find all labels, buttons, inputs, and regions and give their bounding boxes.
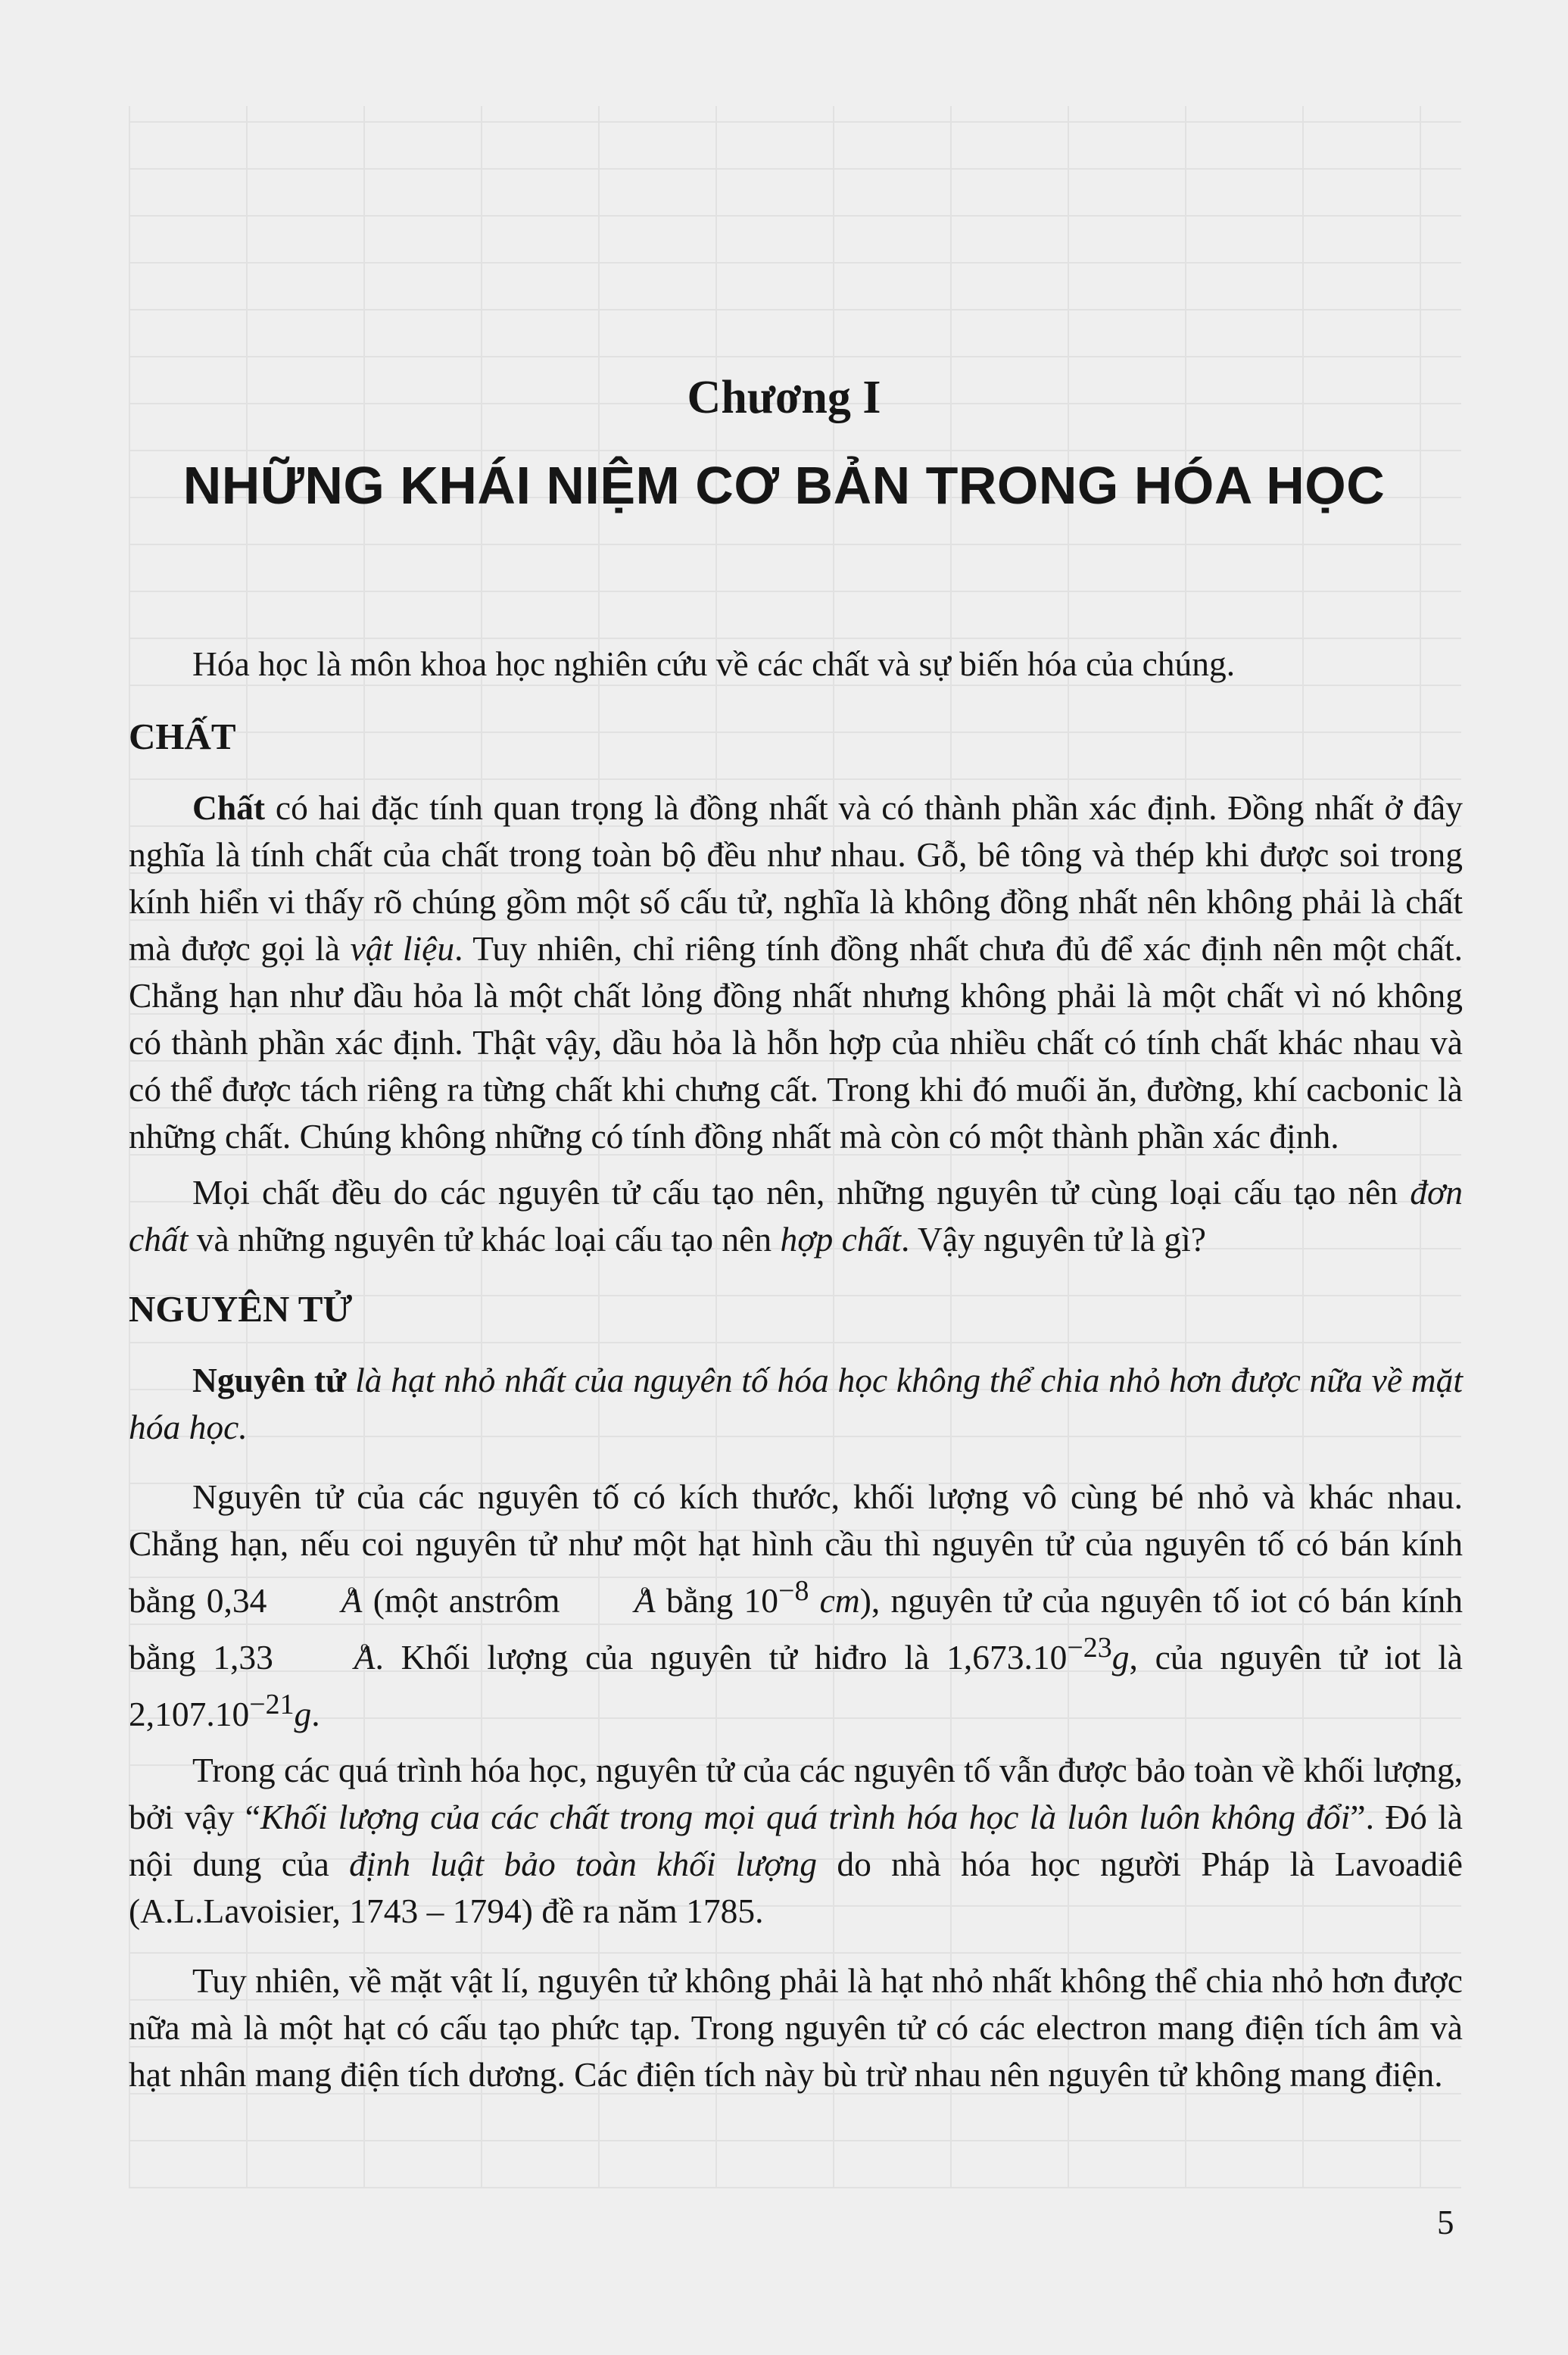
intro-paragraph: Hóa học là môn khoa học nghiên cứu về các chất và sự biến hóa của chúng. [192, 644, 1236, 683]
term-nguyen-tu: Nguyên tử [192, 1361, 347, 1399]
atom-size-paragraph: Nguyên tử của các nguyên tố có kích thước, khối lượng vô cùng bé nhỏ và khác nhau. Chẳng hạn, nếu coi nguyên tử như một hạt hình cầu thì nguyên tử của nguyên tố có bán kính bằng 0,34 o A (một anstrôm o A bằng $10^{-8}$ cm), nguyên tử của nguyên tố iot có bán kính bằng 1,33 o A. Khối lượng của nguyên tử hiđro là $1,673.10^{-23}g$, của nguyên tử iot là $2,107.10^{-21}g$. [129, 1474, 1463, 1738]
page-body [129, 641, 1463, 2098]
angstrom-symbol: o A [291, 1634, 376, 1681]
term-chat: Chất [192, 788, 266, 827]
section-heading-nguyen-tu: NGUYÊN TỬ [129, 1288, 353, 1330]
term-vat-lieu: vật liệu [350, 929, 455, 968]
chapter-number: Chương I [687, 372, 881, 423]
atom-structure-paragraph: Tuy nhiên, về mặt vật lí, nguyên tử không phải là hạt nhỏ nhất không thể chia nhỏ hơn được nữa mà là một hạt có cấu tạo phức tạp. Trong nguyên tử có các electron mang điện tích âm và hạt nhân mang điện tích dương. Các điện tích này bù trừ nhau nên nguyên tử không mang điện. [129, 1961, 1463, 2095]
page-number: 5 [1437, 2204, 1454, 2241]
mass-conservation-quote: Khối lượng của các chất trong mọi quá trình hóa học là luôn luôn không đổi [260, 1798, 1351, 1837]
atom-definition: Nguyên tử là hạt nhỏ nhất của nguyên tố hóa học không thể chia nhỏ hơn được nữa về mặt hóa học. [129, 1361, 1464, 1446]
term-hop-chat: hợp chất [780, 1220, 901, 1259]
chat-paragraph: Chất có hai đặc tính quan trọng là đồng nhất và có thành phần xác định. Đồng nhất ở đây nghĩa là tính chất của chất trong toàn bộ đều như nhau. Gỗ, bê tông và thép khi được soi trong kính hiển vi thấy rõ chúng gồm một số cấu tử, nghĩa là không đồng nhất nên không phải là chất mà được gọi là vật liệu. Tuy nhiên, chỉ riêng tính đồng nhất chưa đủ để xác định nên một chất. Chẳng hạn như dầu hỏa là một chất lỏng đồng nhất nhưng không phải là một chất vì nó không có thành phần xác định. Thật vậy, dầu hỏa là hỗn hợp của nhiều chất có tính chất khác nhau và có thể được tách riêng ra từng chất khi chưng cất. Trong khi đó muối ăn, đường, khí cacbonic là những chất. Chúng không những có tính đồng nhất mà còn có một thành phần xác định. [129, 788, 1463, 1156]
term-don-chat: đơn chất [129, 1173, 1463, 1259]
mass-conservation-paragraph: Trong các quá trình hóa học, nguyên tử của các nguyên tố vẫn được bảo toàn về khối lượng, bởi vậy “Khối lượng của các chất trong mọi quá trình hóa học là luôn luôn không đổi”. Đó là nội dung của định luật bảo toàn khối lượng do nhà hóa học người Pháp là Lavoadiê (A.L.Lavoisier, 1743 – 1794) đề ra năm 1785. [129, 1751, 1464, 1931]
term-mass-conservation-law: định luật bảo toàn khối lượng [349, 1845, 818, 1884]
section-heading-chat: CHẤT [129, 716, 236, 757]
angstrom-symbol: o A [278, 1577, 363, 1624]
chapter-title: NHỮNG KHÁI NIỆM CƠ BẢN TRONG HÓA HỌC [182, 456, 1386, 515]
angstrom-symbol: o A [571, 1577, 656, 1624]
atoms-compose-paragraph: Mọi chất đều do các nguyên tử cấu tạo nên, những nguyên tử cùng loại cấu tạo nên đơn chất và những nguyên tử khác loại cấu tạo nên hợp chất. Vậy nguyên tử là gì? [129, 1173, 1463, 1259]
